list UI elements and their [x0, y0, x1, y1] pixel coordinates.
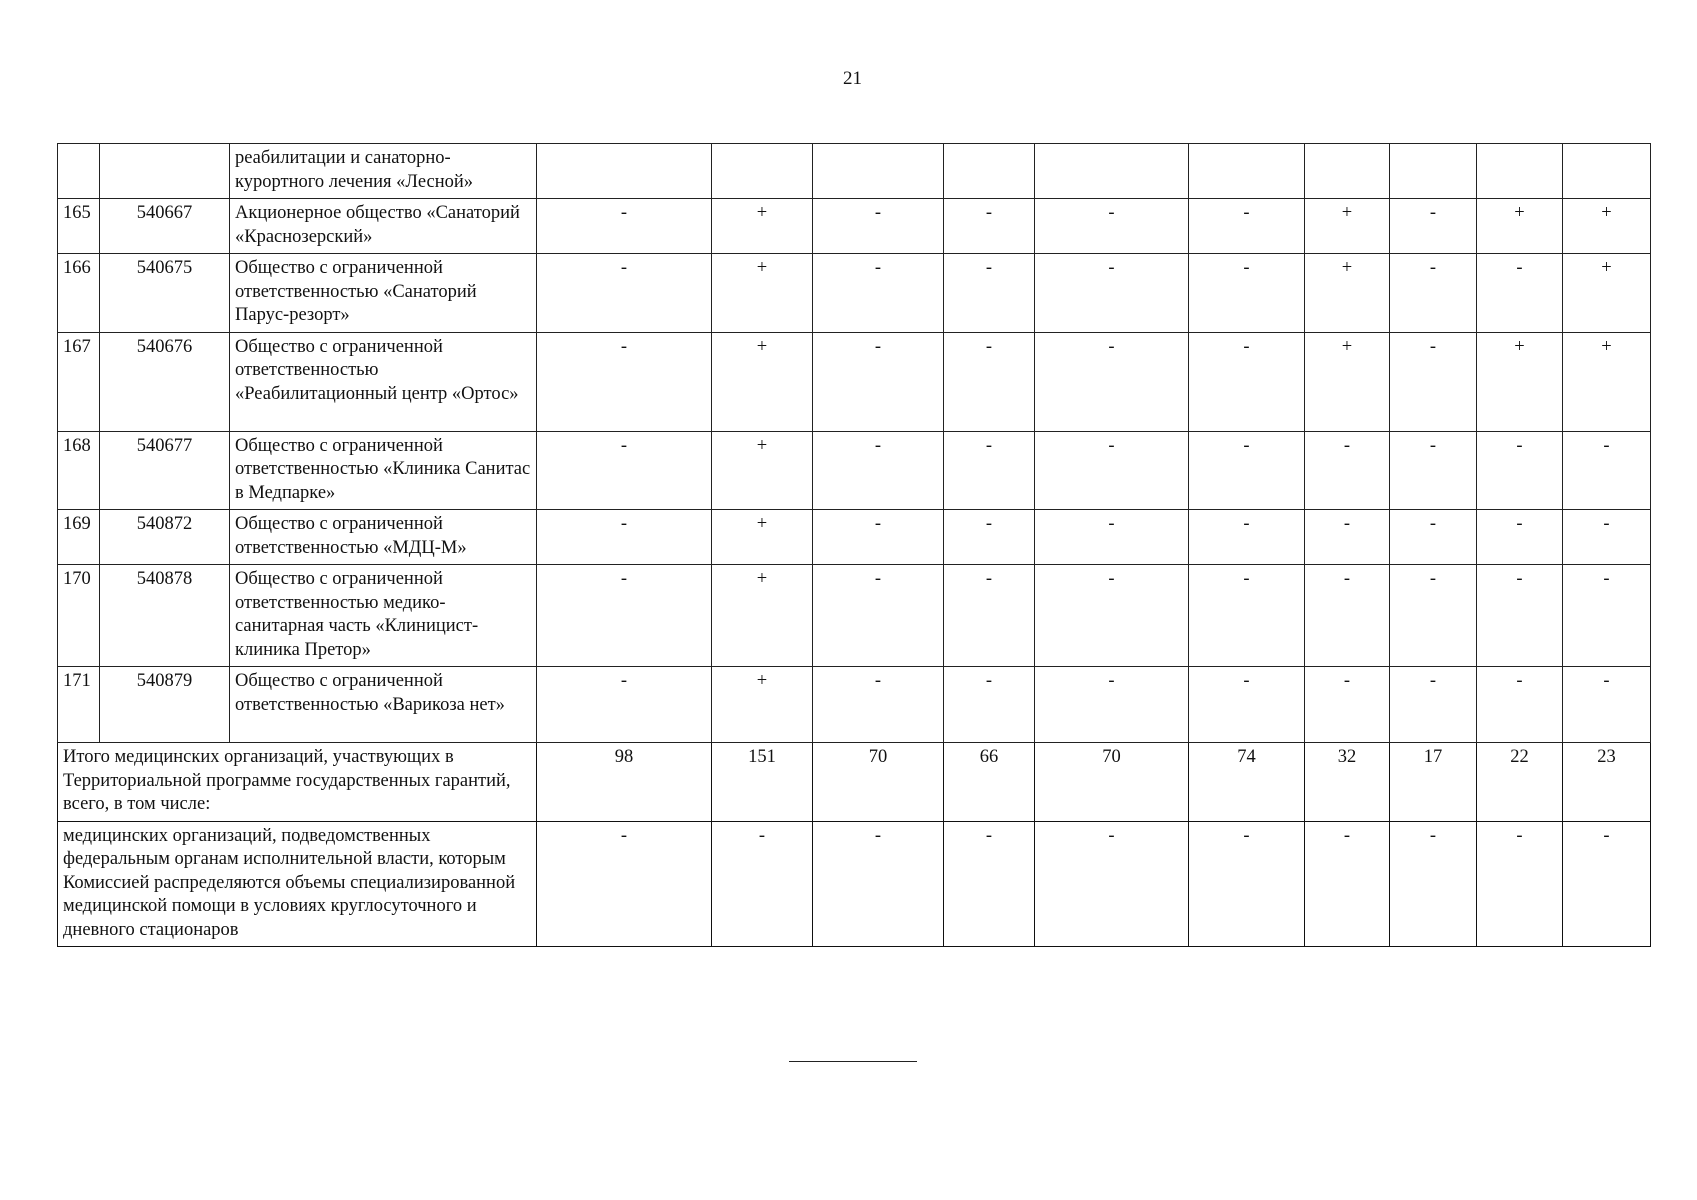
mark-cell: - [813, 667, 944, 743]
mark-cell: - [1189, 667, 1305, 743]
mark-cell [1563, 144, 1651, 199]
table-row [58, 199, 1651, 254]
mark-cell: - [1189, 199, 1305, 254]
row-number [58, 144, 100, 199]
mark-cell: + [712, 332, 813, 431]
mark-cell [1477, 144, 1563, 199]
total-value: 70 [813, 743, 944, 822]
row-number: 168 [58, 431, 100, 510]
organization-name: Общество с ограниченной ответственностью «Санаторий Парус-резорт» [230, 254, 537, 333]
mark-cell: - [944, 332, 1035, 431]
mark-cell: - [1305, 510, 1390, 565]
row-number: 165 [58, 199, 100, 254]
mark-cell: - [537, 254, 712, 333]
total-row [58, 743, 1651, 822]
mark-cell: - [1035, 332, 1189, 431]
federal-value: - [1035, 821, 1189, 947]
mark-cell: + [712, 510, 813, 565]
mark-cell: - [1035, 565, 1189, 667]
mark-cell: - [537, 199, 712, 254]
total-value: 17 [1390, 743, 1477, 822]
mark-cell: - [1390, 565, 1477, 667]
federal-value: - [1477, 821, 1563, 947]
organization-name: Общество с ограниченной ответственностью «Варикоза нет» [230, 667, 537, 743]
federal-label: медицинских организаций, подведомственных федеральным органам исполнительной власти, которым Комиссией распределяются объемы специализированной медицинской помощи в условиях круглосуточного и дневного стационаров [58, 821, 537, 947]
mark-cell: + [1477, 199, 1563, 254]
mark-cell: - [1035, 510, 1189, 565]
organization-name: Общество с ограниченной ответственностью «МДЦ-М» [230, 510, 537, 565]
total-value: 74 [1189, 743, 1305, 822]
mark-cell: - [1390, 254, 1477, 333]
mark-cell: - [1390, 667, 1477, 743]
mark-cell: - [537, 431, 712, 510]
federal-value: - [813, 821, 944, 947]
mark-cell: - [1189, 332, 1305, 431]
mark-cell: - [1189, 254, 1305, 333]
table-row [58, 431, 1651, 510]
mark-cell: - [813, 254, 944, 333]
mark-cell: - [1305, 565, 1390, 667]
federal-value: - [1189, 821, 1305, 947]
mark-cell [1035, 144, 1189, 199]
mark-cell [1390, 144, 1477, 199]
federal-value: - [537, 821, 712, 947]
total-value: 23 [1563, 743, 1651, 822]
mark-cell [813, 144, 944, 199]
federal-value: - [712, 821, 813, 947]
mark-cell: - [1563, 667, 1651, 743]
mark-cell: + [1477, 332, 1563, 431]
mark-cell [1189, 144, 1305, 199]
mark-cell: - [537, 332, 712, 431]
mark-cell: - [944, 565, 1035, 667]
total-value: 32 [1305, 743, 1390, 822]
federal-value: - [1390, 821, 1477, 947]
row-code: 540675 [100, 254, 230, 333]
mark-cell [712, 144, 813, 199]
mark-cell: - [944, 199, 1035, 254]
mark-cell: - [813, 510, 944, 565]
federal-value: - [1305, 821, 1390, 947]
table-row [58, 144, 1651, 199]
mark-cell: - [813, 199, 944, 254]
mark-cell: + [1305, 332, 1390, 431]
row-code: 540676 [100, 332, 230, 431]
mark-cell: - [1563, 510, 1651, 565]
mark-cell: - [1563, 565, 1651, 667]
row-number: 170 [58, 565, 100, 667]
mark-cell: - [1477, 565, 1563, 667]
mark-cell: - [537, 565, 712, 667]
mark-cell: + [712, 431, 813, 510]
mark-cell: - [1390, 332, 1477, 431]
mark-cell [944, 144, 1035, 199]
mark-cell: - [1189, 510, 1305, 565]
federal-row [58, 821, 1651, 947]
row-code: 540879 [100, 667, 230, 743]
mark-cell: + [1305, 254, 1390, 333]
mark-cell: - [1305, 667, 1390, 743]
end-separator-line [789, 1061, 917, 1062]
mark-cell: - [944, 431, 1035, 510]
mark-cell: + [712, 565, 813, 667]
row-number: 167 [58, 332, 100, 431]
mark-cell: - [1035, 254, 1189, 333]
total-label: Итого медицинских организаций, участвующих в Территориальной программе государственных гарантий, всего, в том числе: [58, 743, 537, 822]
total-value: 98 [537, 743, 712, 822]
total-value: 70 [1035, 743, 1189, 822]
mark-cell: - [813, 332, 944, 431]
federal-value: - [944, 821, 1035, 947]
table-row [58, 565, 1651, 667]
mark-cell: - [537, 667, 712, 743]
mark-cell: + [1563, 254, 1651, 333]
mark-cell: - [1305, 431, 1390, 510]
total-value: 151 [712, 743, 813, 822]
mark-cell: - [944, 254, 1035, 333]
organization-name: Акционерное общество «Санаторий «Краснозерский» [230, 199, 537, 254]
table-body [58, 144, 1651, 947]
table-row [58, 254, 1651, 333]
row-code [100, 144, 230, 199]
mark-cell: - [537, 510, 712, 565]
table-row [58, 510, 1651, 565]
mark-cell: - [1035, 667, 1189, 743]
mark-cell: - [1477, 431, 1563, 510]
mark-cell [1305, 144, 1390, 199]
federal-value: - [1563, 821, 1651, 947]
mark-cell: - [1390, 431, 1477, 510]
mark-cell: - [1189, 431, 1305, 510]
mark-cell: - [1563, 431, 1651, 510]
mark-cell: - [944, 667, 1035, 743]
organization-name: реабилитации и санаторно-курортного лечения «Лесной» [230, 144, 537, 199]
row-number: 169 [58, 510, 100, 565]
mark-cell: - [813, 431, 944, 510]
organization-name: Общество с ограниченной ответственностью «Реабилитационный центр «Ортос» [230, 332, 537, 431]
row-code: 540667 [100, 199, 230, 254]
organization-name: Общество с ограниченной ответственностью «Клиника Санитас в Медпарке» [230, 431, 537, 510]
mark-cell: + [712, 667, 813, 743]
mark-cell: + [1563, 199, 1651, 254]
mark-cell: - [1189, 565, 1305, 667]
mark-cell: + [1305, 199, 1390, 254]
row-code: 540872 [100, 510, 230, 565]
total-value: 22 [1477, 743, 1563, 822]
mark-cell: - [1035, 199, 1189, 254]
table-row [58, 667, 1651, 743]
table-row [58, 332, 1651, 431]
mark-cell: - [1477, 510, 1563, 565]
organization-name: Общество с ограниченной ответственностью медико-санитарная часть «Клиницист-клиника Претор» [230, 565, 537, 667]
mark-cell: - [1035, 431, 1189, 510]
mark-cell: + [1563, 332, 1651, 431]
mark-cell: - [1477, 667, 1563, 743]
mark-cell: + [712, 254, 813, 333]
row-number: 171 [58, 667, 100, 743]
mark-cell: - [1390, 510, 1477, 565]
row-code: 540677 [100, 431, 230, 510]
total-value: 66 [944, 743, 1035, 822]
mark-cell: + [712, 199, 813, 254]
mark-cell: - [944, 510, 1035, 565]
page-number: 21 [843, 68, 862, 89]
mark-cell [537, 144, 712, 199]
row-number: 166 [58, 254, 100, 333]
mark-cell: - [813, 565, 944, 667]
organizations-table [57, 143, 1651, 947]
mark-cell: - [1390, 199, 1477, 254]
mark-cell: - [1477, 254, 1563, 333]
row-code: 540878 [100, 565, 230, 667]
